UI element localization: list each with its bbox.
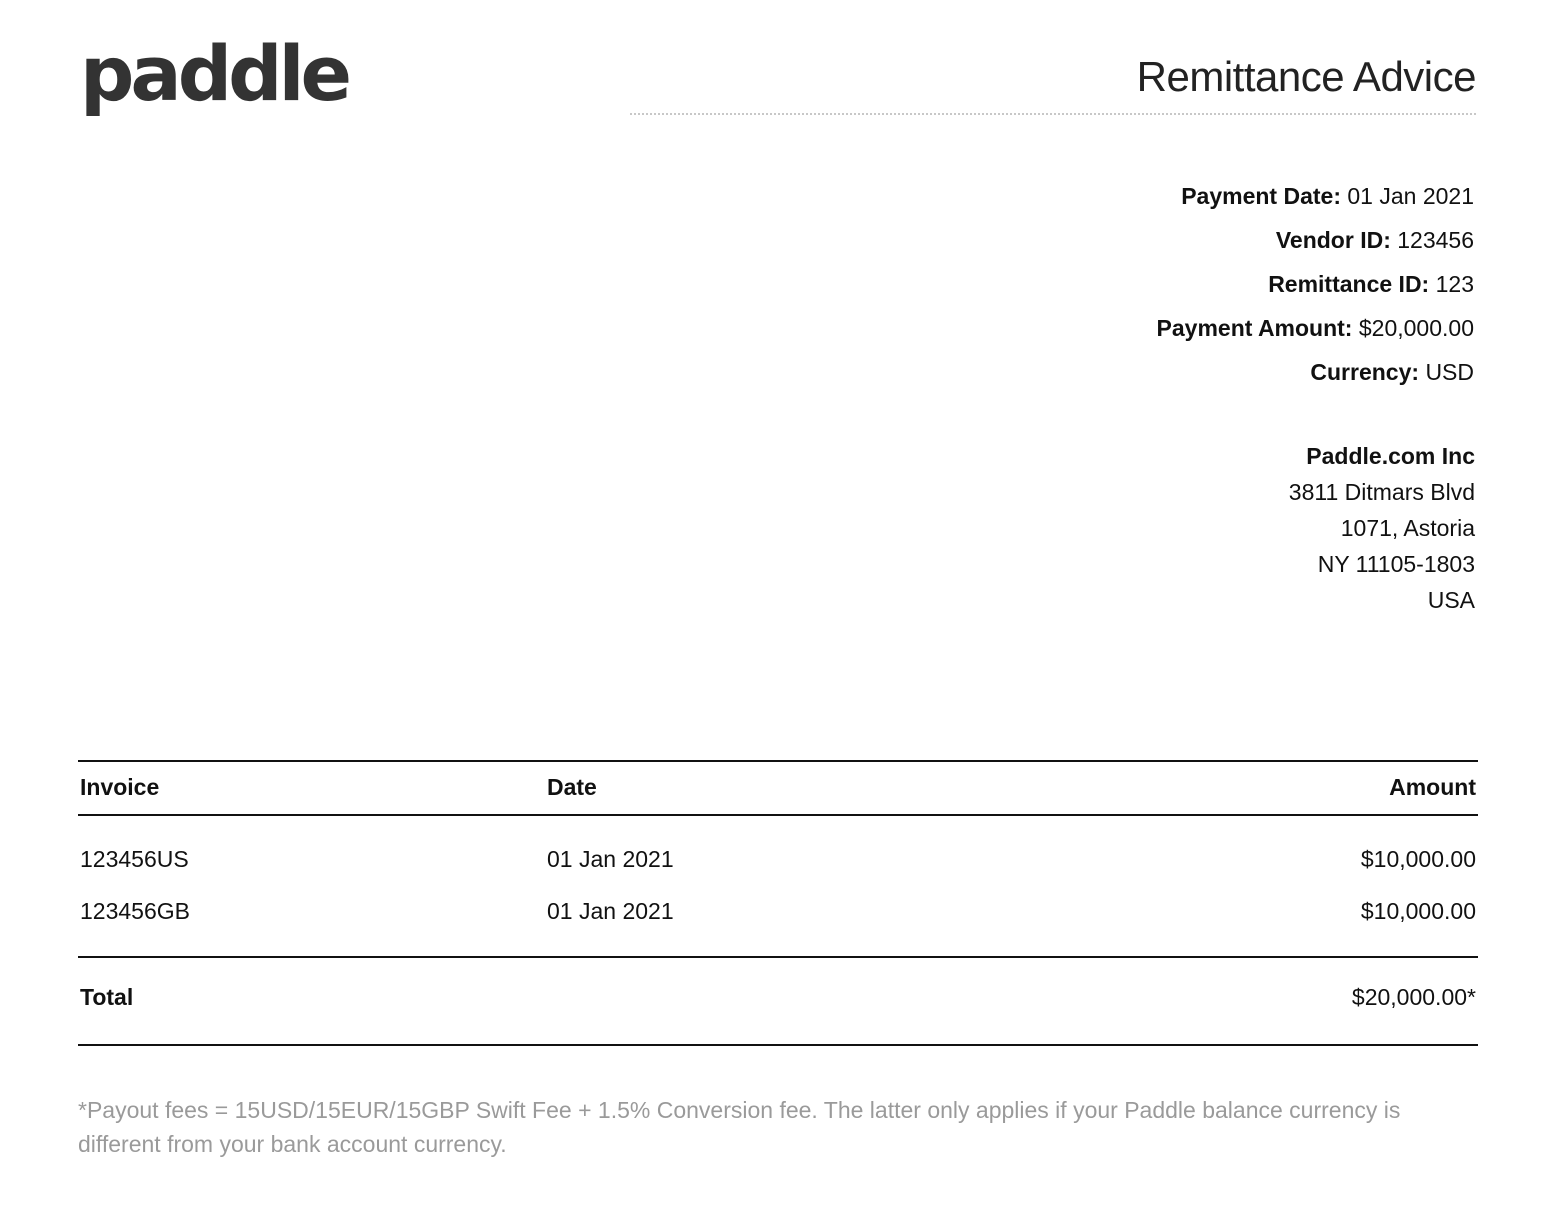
remittance-id-label: Remittance ID: <box>1268 271 1430 297</box>
title-divider <box>630 113 1476 115</box>
invoice-number: 123456GB <box>80 898 190 924</box>
payment-date-label: Payment Date: <box>1181 183 1341 209</box>
paddle-logo: paddle <box>80 29 349 118</box>
payer-address <box>875 438 1475 618</box>
invoice-table <box>78 760 1478 1046</box>
table-spacer <box>78 938 1478 956</box>
payer-company-name: Paddle.com Inc <box>1306 443 1475 469</box>
invoice-amount: $10,000.00 <box>1360 846 1476 872</box>
invoice-date: 01 Jan 2021 <box>547 898 674 924</box>
invoice-amount: $10,000.00 <box>1360 898 1476 924</box>
document-title: Remittance Advice <box>1136 53 1476 100</box>
address-line: NY 11105-1803 <box>1317 551 1475 577</box>
vendor-id-row <box>774 222 1474 266</box>
column-header-date: Date <box>547 774 597 800</box>
table-header-rule <box>78 814 1478 816</box>
total-label: Total <box>80 984 134 1010</box>
address-line: 3811 Ditmars Blvd <box>1288 479 1475 505</box>
invoice-number: 123456US <box>80 846 189 872</box>
currency-label: Currency: <box>1310 359 1420 385</box>
vendor-id-value: 123456 <box>1397 227 1474 253</box>
currency-row <box>774 354 1474 398</box>
invoice-date: 01 Jan 2021 <box>547 846 674 872</box>
payment-amount-value: $20,000.00 <box>1358 315 1474 341</box>
table-row <box>78 834 1478 886</box>
payout-fees-footnote: *Payout fees = 15USD/15EUR/15GBP Swift Fee + 1.5% Conversion fee. The latter only applies if your Paddle balance currency is different from your bank account currency. <box>78 1097 1401 1157</box>
table-bottom-rule <box>78 1044 1478 1046</box>
table-row <box>78 886 1478 938</box>
payment-date-value: 01 Jan 2021 <box>1347 183 1474 209</box>
total-value: $20,000.00* <box>1351 984 1476 1010</box>
table-total-row <box>78 958 1478 1044</box>
address-line: USA <box>1427 587 1475 613</box>
payment-amount-label: Payment Amount: <box>1156 315 1353 341</box>
remittance-id-row <box>774 266 1474 310</box>
remittance-id-value: 123 <box>1435 271 1474 297</box>
table-header-row <box>78 762 1478 814</box>
address-line: 1071, Astoria <box>1340 515 1475 541</box>
payment-amount-row <box>774 310 1474 354</box>
payment-details <box>774 178 1474 398</box>
column-header-invoice: Invoice <box>80 774 160 800</box>
currency-value: USD <box>1425 359 1474 385</box>
column-header-amount: Amount <box>1389 774 1476 800</box>
vendor-id-label: Vendor ID: <box>1275 227 1391 253</box>
payment-date-row <box>774 178 1474 222</box>
